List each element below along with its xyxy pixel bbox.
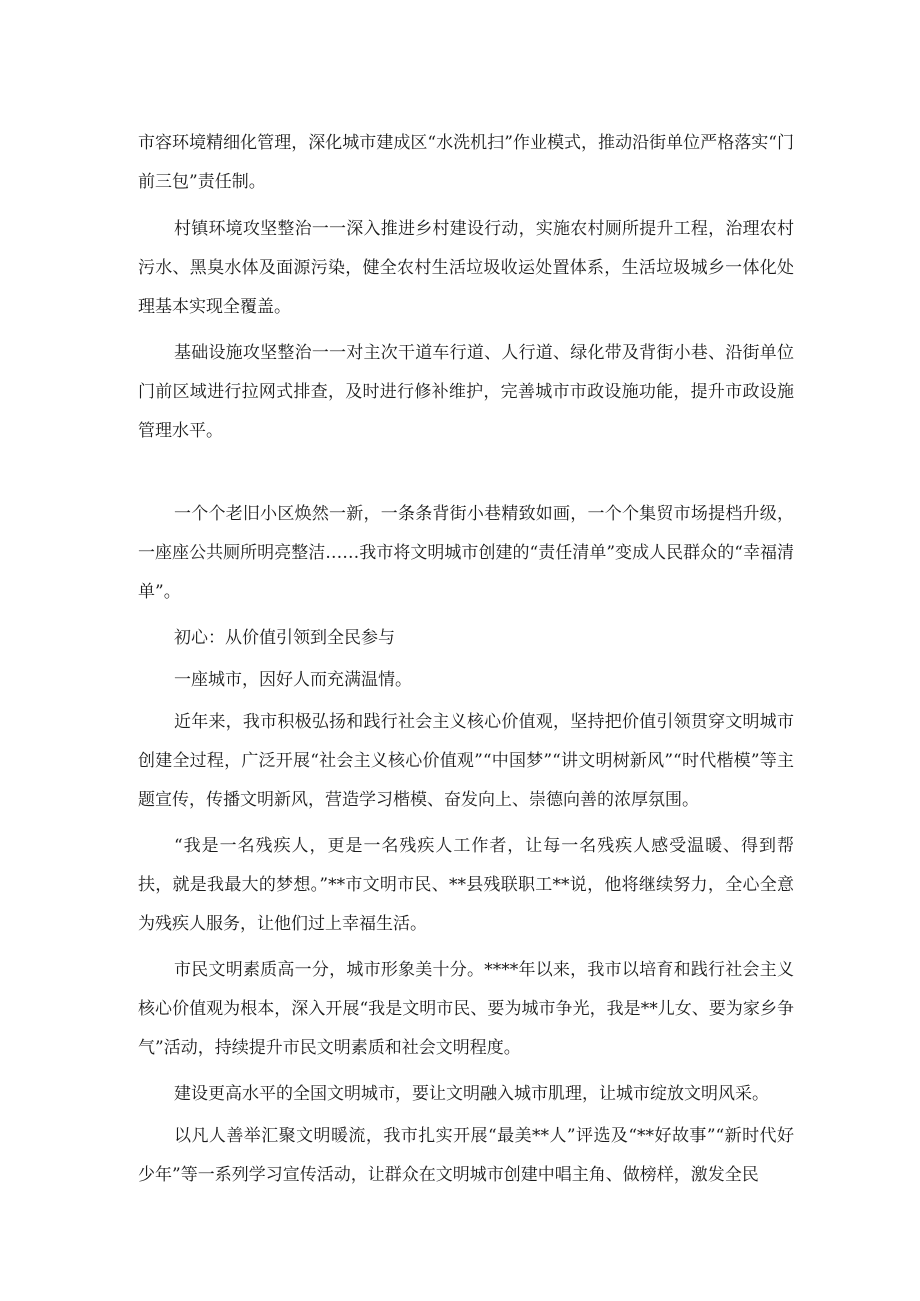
paragraph-city-environment: 市容环境精细化管理，深化城市建成区“水洗机扫”作业模式，推动沿街单位严格落实“门前三包”责任制。	[138, 133, 794, 192]
section-heading: 初心：从价值引领到全民参与	[174, 628, 395, 648]
paragraph-core-values: 近年来，我市积极弘扬和践行社会主义核心价值观，坚持把价值引领贯穿文明城市创建全过程，广泛开展“社会主义核心价值观”“中国梦”“讲文明树新风”“时代楷模”等主题宣传，传播文明新风，营造学习楷模、奋发向上、崇德向善的浓厚氛围。	[138, 712, 794, 810]
paragraph-infrastructure: 基础设施攻坚整治一一对主次干道车行道、人行道、绿化带及背街小巷、沿街单位门前区域进行拉网式排查，及时进行修补维护，完善城市市政设施功能，提升市政设施管理水平。	[138, 343, 794, 441]
paragraph-quote: “我是一名残疾人，更是一名残疾人工作者，让每一名残疾人感受温暖、得到帮扶，就是我最大的梦想。”**市文明市民、**县残联职工**说，他将继续努力，全心全意为残疾人服务，让他们过上幸福生活。	[138, 836, 794, 934]
paragraph-higher-level: 建设更高水平的全国文明城市，要让文明融入城市肌理，让城市绽放文明风采。	[174, 1084, 769, 1104]
paragraph-civic-quality: 市民文明素质高一分，城市形象美十分。****年以来，我市以培育和践行社会主义核心价值观为根本，深入开展“我是文明市民、要为城市争光，我是**儿女、要为家乡争气”活动，持续提升市民文明素质和社会文明程度。	[138, 960, 794, 1058]
paragraph-good-people: 一座城市，因好人而充满温情。	[174, 670, 412, 690]
paragraph-responsibility-list: 一个个老旧小区焕然一新，一条条背街小巷精致如画，一个个集贸市场提档升级，一座座公共厕所明亮整洁……我市将文明城市创建的“责任清单”变成人民群众的“幸福清单”。	[138, 504, 794, 602]
paragraph-good-deeds: 以凡人善举汇聚文明暖流，我市扎实开展“最美**人”评选及“**好故事”“新时代好少年”等一系列学习宣传活动，让群众在文明城市创建中唱主角、做榜样，激发全民	[138, 1126, 794, 1185]
paragraph-village-environment: 村镇环境攻坚整治一一深入推进乡村建设行动，实施农村厕所提升工程，治理农村污水、黑臭水体及面源污染，健全农村生活垃圾收运处置体系，生活垃圾城乡一体化处理基本实现全覆盖。	[138, 219, 794, 317]
